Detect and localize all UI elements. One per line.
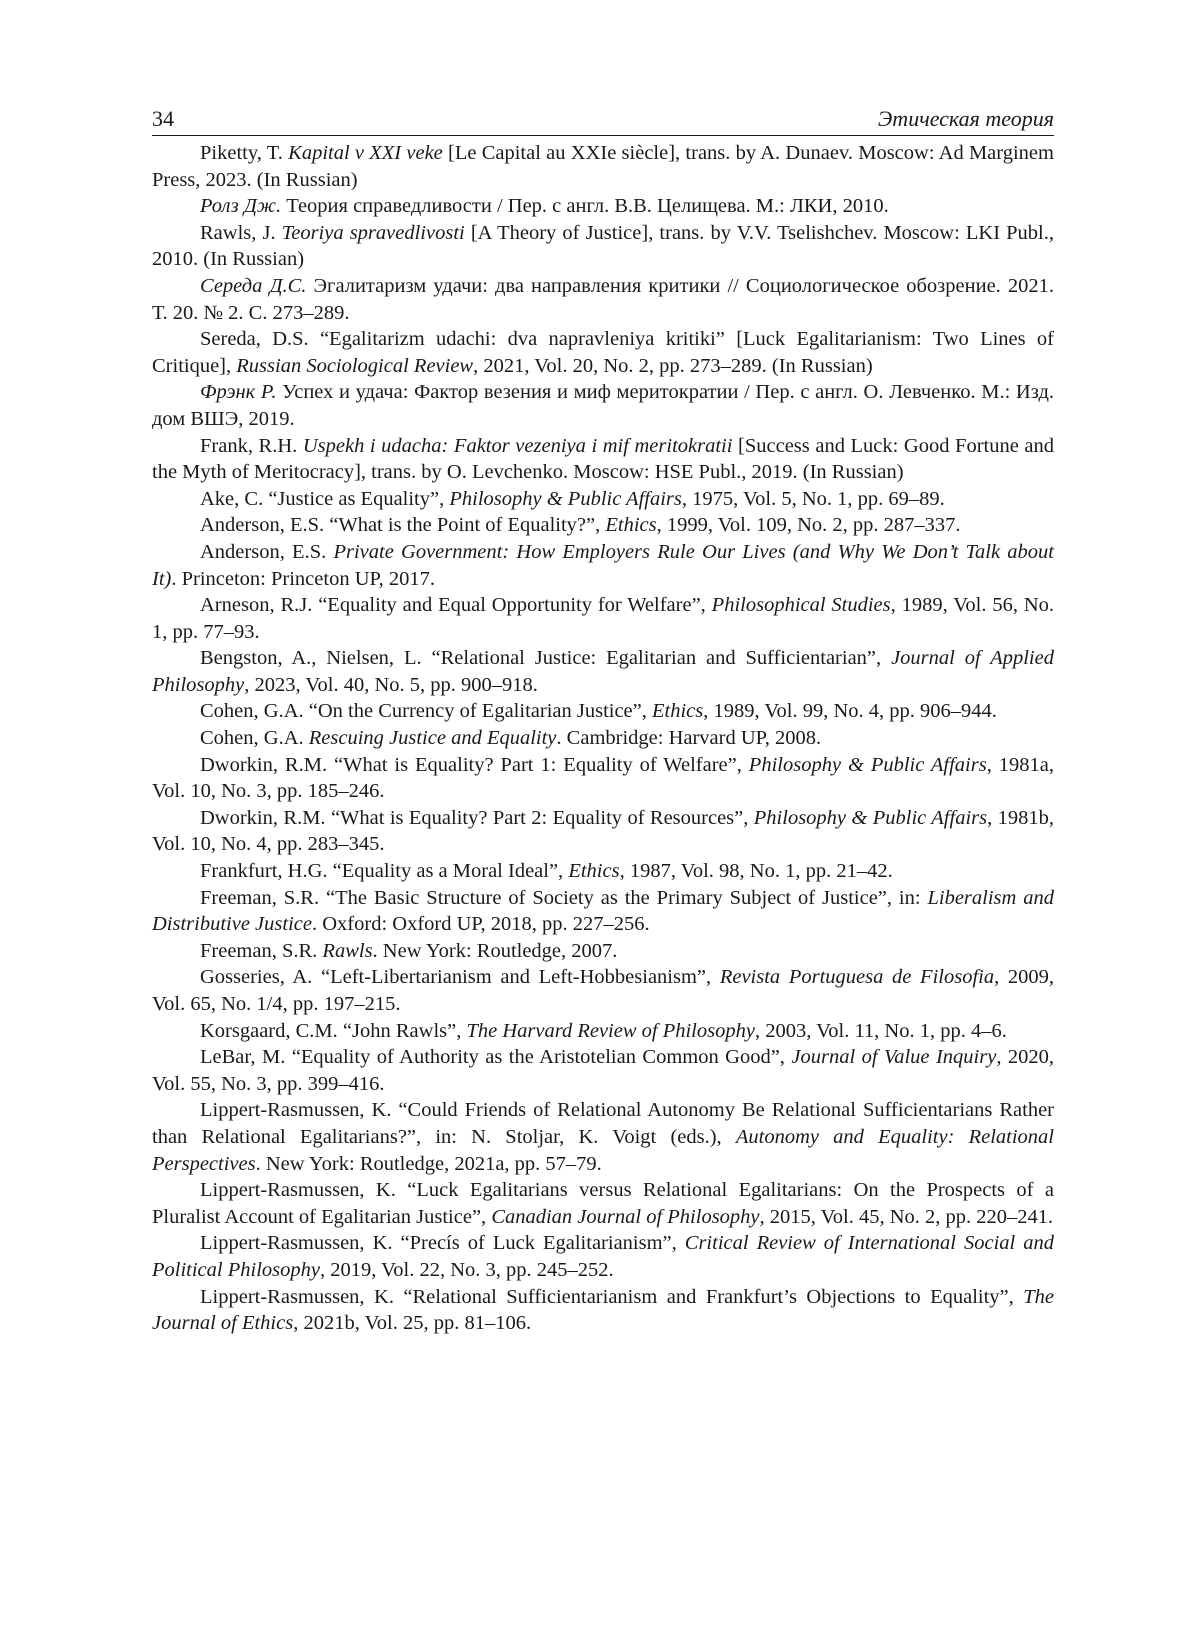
reference-details: , 2020, Vol. 55, No. 3, pp. 399–416.: [152, 1046, 1055, 1095]
reference-entry: [152, 1018, 1054, 1045]
reference-title: Ролз Дж.: [200, 195, 282, 218]
reference-details: , 2009, Vol. 65, No. 1/4, pp. 197–215.: [152, 966, 1055, 1015]
reference-title: Ethics: [605, 514, 657, 537]
reference-details: [Success and Luck: Good Fortune and the Myth of Meritocracy], trans. by O. Levchenko. Moscow: HSE Publ., 2019. (In Russian): [152, 434, 1054, 484]
reference-entry: [152, 1230, 1054, 1283]
reference-title: Uspekh i udacha: Faktor vezeniya i mif meritokratii: [302, 434, 733, 457]
reference-entry: [152, 220, 1054, 273]
reference-title: Ethics: [652, 700, 704, 723]
reference-entry: [152, 698, 1054, 725]
reference-details: , 2019, Vol. 22, No. 3, pp. 245–252.: [319, 1258, 614, 1281]
reference-details: . New York: Routledge, 2021a, pp. 57–79.: [255, 1152, 602, 1175]
reference-details: , 2021, Vol. 20, No. 2, pp. 273–289. (In Russian): [473, 354, 873, 377]
reference-entry: [152, 512, 1054, 539]
reference-title: Rawls: [322, 939, 373, 962]
reference-title: Ethics: [568, 860, 620, 883]
reference-details: Успех и удача: Фактор везения и миф меритократии / Пер. с англ. О. Левченко. М.: Изд. дом ВШЭ, 2019.: [152, 381, 1055, 430]
reference-text: Dworkin, R.M. “What is Equality? Part 1: Equality of Welfare”,: [200, 753, 749, 776]
reference-entry: [152, 193, 1054, 220]
reference-text: Dworkin, R.M. “What is Equality? Part 2: Equality of Resources”,: [200, 806, 754, 829]
reference-entry: [152, 539, 1054, 592]
reference-title: Journal of Value Inquiry: [791, 1046, 997, 1069]
reference-title: Philosophy & Public Affairs: [748, 753, 987, 776]
reference-text: Freeman, S.R.: [200, 939, 323, 962]
reference-details: [A Theory of Justice], trans. by V.V. Tselishchev. Moscow: LKI Publ., 2010. (In Russian): [152, 221, 1054, 271]
reference-details: , 1975, Vol. 5, No. 1, pp. 69–89.: [681, 487, 945, 510]
reference-text: Frankfurt, H.G. “Equality as a Moral Ideal”,: [200, 860, 569, 883]
document-page: [152, 106, 1054, 1337]
reference-title: Kapital v XXI veke: [288, 142, 443, 164]
reference-text: Cohen, G.A.: [200, 727, 309, 750]
reference-text: Anderson, E.S.: [200, 540, 334, 563]
reference-details: , 1981b, Vol. 10, No. 4, pp. 283–345.: [152, 806, 1055, 856]
reference-entry: [152, 1044, 1054, 1097]
reference-entry: [152, 1177, 1054, 1230]
reference-text: Arneson, R.J. “Equality and Equal Opportunity for Welfare”,: [200, 594, 712, 617]
reference-text: Anderson, E.S. “What is the Point of Equality?”,: [200, 514, 606, 537]
reference-entry: [152, 592, 1054, 645]
reference-entry: [152, 140, 1054, 193]
reference-text: Bengston, A., Nielsen, L. “Relational Justice: Egalitarian and Sufficientarian”,: [200, 647, 892, 670]
reference-title: The Harvard Review of Philosophy: [466, 1019, 755, 1042]
reference-text: Ake, C. “Justice as Equality”,: [200, 487, 450, 510]
reference-details: . New York: Routledge, 2007.: [372, 939, 618, 962]
reference-details: , 2021b, Vol. 25, pp. 81–106.: [293, 1312, 532, 1335]
reference-details: . Princeton: Princeton UP, 2017.: [171, 567, 435, 590]
reference-entry: [152, 885, 1054, 938]
reference-entry: [152, 486, 1054, 513]
reference-details: , 1999, Vol. 109, No. 2, pp. 287–337.: [656, 514, 961, 537]
reference-text: Lippert-Rasmussen, K. “Luck Egalitarians versus Relational Egalitarians: On the Prospects of a Pluralist Account of Egalitarian Justice”,: [152, 1179, 1054, 1228]
reference-entry: [152, 433, 1054, 486]
reference-text: Frank, R.H.: [200, 434, 303, 457]
reference-details: , 1987, Vol. 98, No. 1, pp. 21–42.: [619, 860, 893, 883]
reference-entry: [152, 725, 1054, 752]
reference-title: Liberalism and Distributive Justice: [152, 886, 1054, 936]
running-head: [152, 106, 1054, 136]
reference-details: , 2015, Vol. 45, No. 2, pp. 220–241.: [759, 1205, 1054, 1228]
reference-entry: [152, 1097, 1054, 1177]
reference-details: , 1989, Vol. 56, No. 1, pp. 77–93.: [152, 594, 1054, 643]
reference-title: Philosophical Studies: [711, 594, 891, 617]
reference-title: Philosophy & Public Affairs: [753, 806, 988, 829]
reference-details: , 2003, Vol. 11, No. 1, pp. 4–6.: [754, 1019, 1007, 1042]
reference-details: , 1989, Vol. 99, No. 4, pp. 906–944.: [703, 700, 997, 723]
reference-entry: [152, 938, 1054, 965]
reference-details: . Oxford: Oxford UP, 2018, pp. 227–256.: [311, 913, 650, 936]
reference-details: Теория справедливости / Пер. с англ. В.В. Целищева. М.: ЛКИ, 2010.: [281, 195, 889, 218]
reference-entry: [152, 326, 1054, 379]
reference-text: Cohen, G.A. “On the Currency of Egalitarian Justice”,: [200, 700, 653, 723]
reference-details: Эгалитаризм удачи: два направления критики // Социологическое обозрение. 2021. Т. 20. № 2. С. 273–289.: [152, 274, 1054, 324]
page-number: 34: [152, 106, 174, 131]
reference-entry: [152, 964, 1054, 1017]
reference-title: Фрэнк Р.: [200, 381, 277, 404]
reference-entry: [152, 805, 1054, 858]
reference-title: Private Government: How Employers Rule Our Lives (and Why We Don’t Talk about It): [152, 540, 1054, 590]
reference-title: Russian Sociological Review: [236, 354, 474, 377]
reference-entry: [152, 273, 1054, 326]
reference-entry: [152, 379, 1054, 432]
reference-details: , 1981a, Vol. 10, No. 3, pp. 185–246.: [152, 753, 1054, 803]
reference-details: [Le Capital au XXIe siècle], trans. by A. Dunaev. Moscow: Ad Marginem Press, 2023. (In Russian): [152, 142, 1054, 191]
reference-title: Rescuing Justice and Equality: [308, 727, 557, 750]
reference-entry: [152, 645, 1054, 698]
reference-title: Середа Д.С.: [200, 274, 307, 297]
reference-title: Autonomy and Equality: Relational Perspectives: [152, 1125, 1055, 1175]
reference-title: Revista Portuguesa de Filosofia: [719, 966, 995, 989]
reference-text: Piketty, T.: [200, 142, 289, 164]
reference-text: LeBar, M. “Equality of Authority as the Aristotelian Common Good”,: [200, 1046, 792, 1069]
reference-details: , 2023, Vol. 40, No. 5, pp. 900–918.: [244, 673, 538, 696]
reference-title: Critical Review of International Social and Political Philosophy: [152, 1232, 1054, 1281]
reference-entry: [152, 1284, 1054, 1337]
reference-title: Journal of Applied Philosophy: [152, 647, 1054, 696]
reference-title: Teoriya spravedlivosti: [281, 221, 465, 244]
reference-text: Lippert-Rasmussen, K. “Could Friends of Relational Autonomy Be Relational Sufficientarians Rather than Relational Egalitarians?”, in: N. Stoljar, K. Voigt (eds.),: [152, 1099, 1054, 1148]
reference-text: Rawls, J.: [200, 221, 282, 244]
reference-text: Lippert-Rasmussen, K. “Relational Sufficientarianism and Frankfurt’s Objections to Equality”,: [200, 1285, 1024, 1308]
reference-text: Gosseries, A. “Left-Libertarianism and Left-Hobbesianism”,: [200, 966, 720, 989]
reference-entry: [152, 752, 1054, 805]
reference-list: [152, 140, 1054, 1337]
reference-text: Lippert-Rasmussen, K. “Precís of Luck Egalitarianism”,: [200, 1232, 685, 1255]
reference-title: Canadian Journal of Philosophy: [491, 1205, 760, 1228]
section-title: Этическая теория: [877, 106, 1054, 131]
reference-title: The Journal of Ethics: [152, 1285, 1054, 1335]
reference-title: Philosophy & Public Affairs: [449, 487, 682, 510]
reference-text: Freeman, S.R. “The Basic Structure of Society as the Primary Subject of Justice”, in:: [200, 886, 928, 909]
reference-entry: [152, 858, 1054, 885]
reference-text: Sereda, D.S. “Egalitarizm udachi: dva napravleniya kritiki” [Luck Egalitarianism: Two Lines of Critique],: [152, 328, 1054, 377]
reference-details: . Cambridge: Harvard UP, 2008.: [556, 727, 822, 750]
reference-text: Korsgaard, C.M. “John Rawls”,: [200, 1019, 467, 1042]
